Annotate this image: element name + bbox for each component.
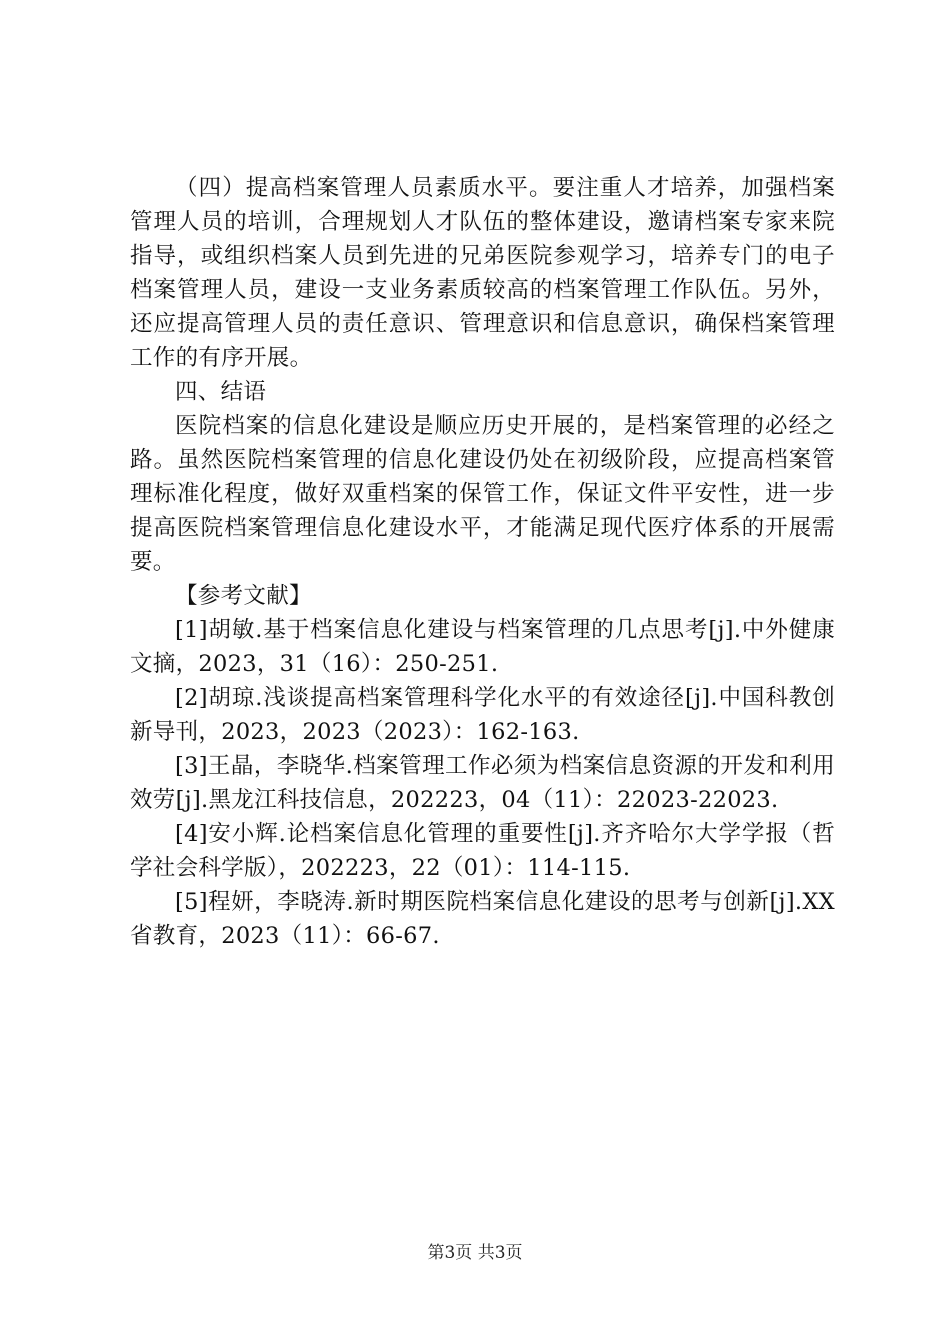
references-heading: 【参考文献】: [175, 583, 312, 609]
section-heading-conclusion: 四、结语: [175, 379, 267, 405]
document-body: [130, 171, 835, 953]
paragraph-conclusion: 医院档案的信息化建设是顺应历史开展的，是档案管理的必经之路。虽然医院档案管理的信息化建设仍处在初级阶段，应提高档案管理标准化程度，做好双重档案的保管工作，保证文件平安性，进一步提高医院档案管理信息化建设水平，才能满足现代医疗体系的开展需要。: [130, 413, 835, 575]
reference-item-1: [1]胡敏.基于档案信息化建设与档案管理的几点思考[j].中外健康文摘，2023，31（16）：250-251.: [130, 617, 835, 677]
paragraph-staff-quality: （四）提高档案管理人员素质水平。要注重人才培养，加强档案管理人员的培训，合理规划人才队伍的整体建设，邀请档案专家来院指导，或组织档案人员到先进的兄弟医院参观学习，培养专门的电子档案管理人员，建设一支业务素质较高的档案管理工作队伍。另外，还应提高管理人员的责任意识、管理意识和信息意识，确保档案管理工作的有序开展。: [130, 175, 835, 371]
reference-item-5: [5]程妍，李晓涛.新时期医院档案信息化建设的思考与创新[j].XX省教育，2023（11）：66-67.: [130, 889, 835, 949]
reference-item-2: [2]胡琼.浅谈提高档案管理科学化水平的有效途径[j].中国科教创新导刊，2023，2023（2023）：162-163.: [130, 685, 835, 745]
page-footer: 第3页 共3页: [427, 1243, 523, 1263]
reference-item-3: [3]王晶，李晓华.档案管理工作必须为档案信息资源的开发和利用效劳[j].黑龙江科技信息，202223，04（11）：22023-22023.: [130, 753, 835, 813]
reference-item-4: [4]安小辉.论档案信息化管理的重要性[j].齐齐哈尔大学学报（哲学社会科学版），202223，22（01）：114-115.: [130, 821, 835, 881]
